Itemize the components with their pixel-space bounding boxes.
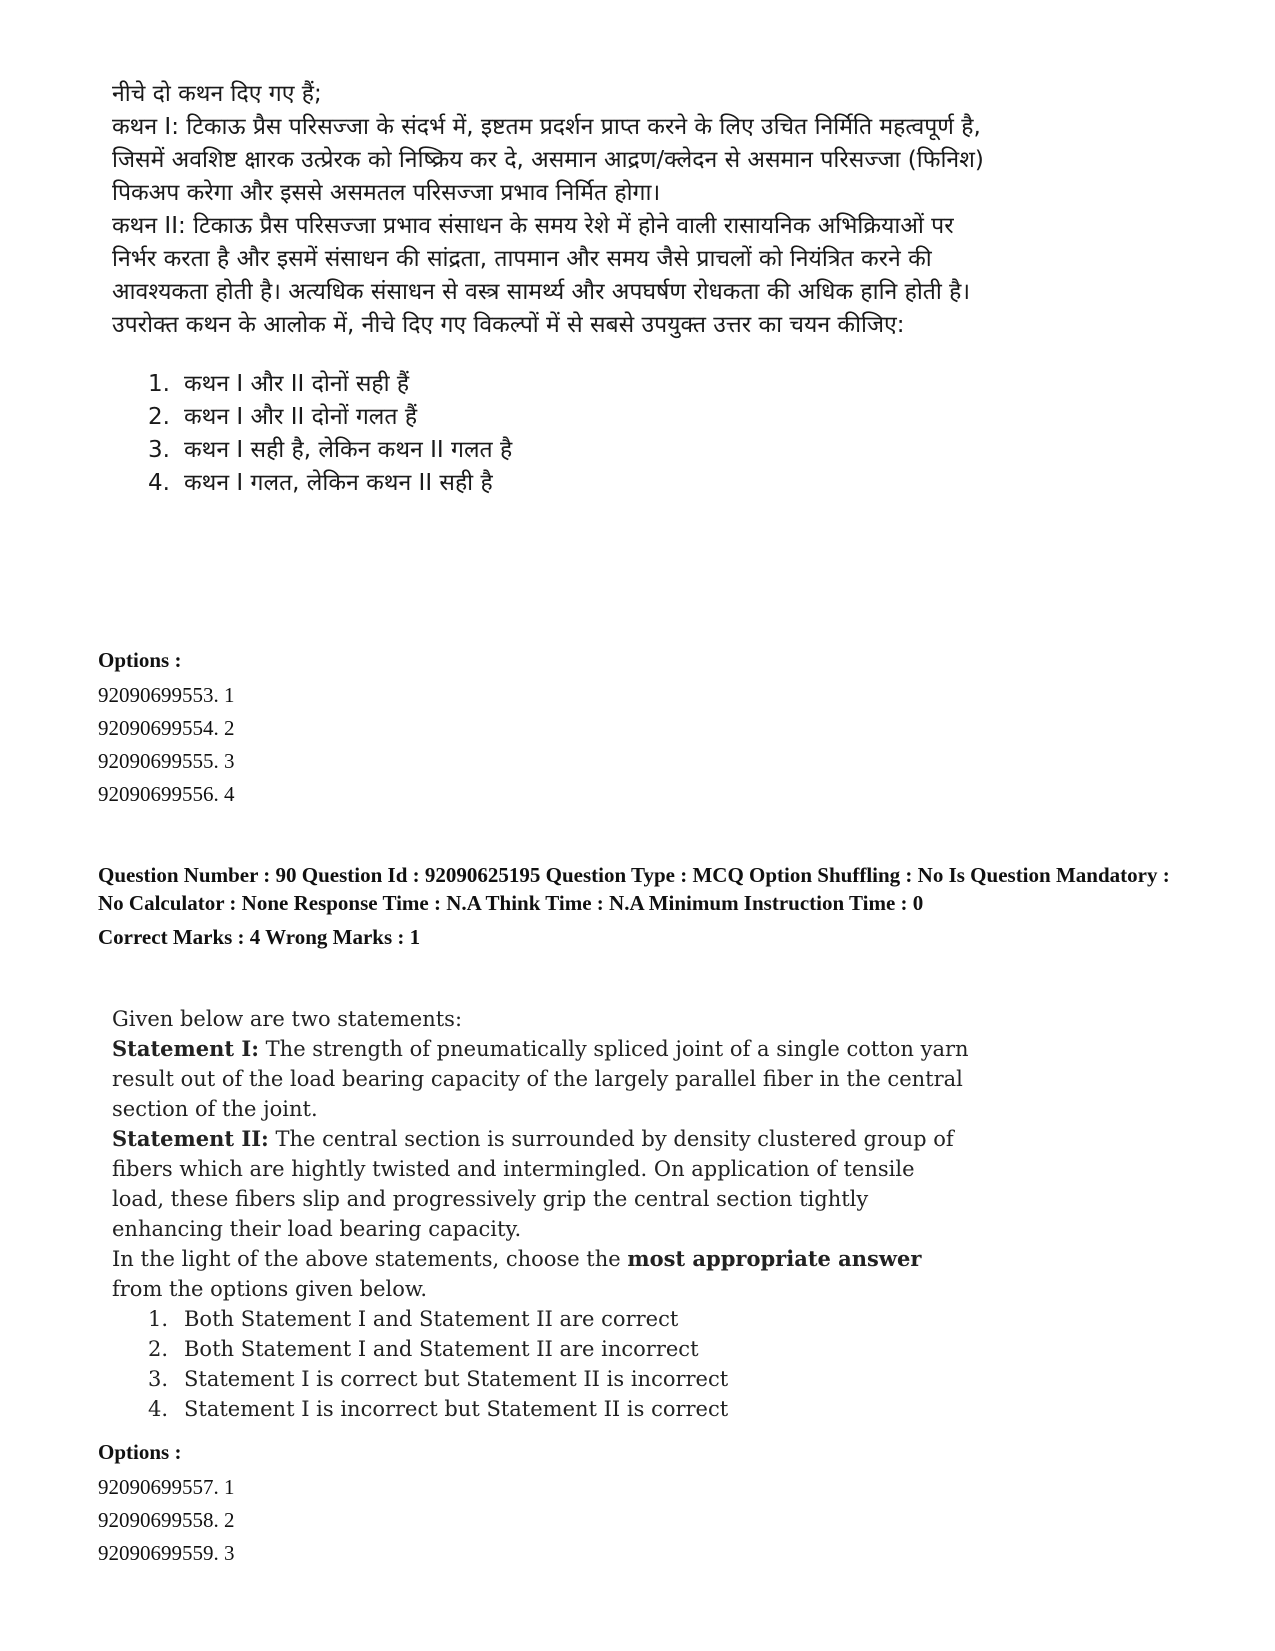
statement-2-label: Statement II: [112, 1126, 269, 1151]
option-item: 92090699555. 3 [98, 749, 235, 773]
options-title: Options : [98, 1440, 182, 1464]
statement-2-text: The central section is surrounded by density clustered group of fibers which are hightly twisted and intermingled. On application of tensile load, these fibers slip and progressively grip the central section tightly enhancing their load bearing capacity. [112, 1127, 954, 1241]
hindi-choice: 1. कथन I और II दोनों सही हैं [148, 371, 410, 397]
english-intro: Given below are two statements: [112, 1007, 463, 1031]
statement-1-text: The strength of pneumatically spliced joint of a single cotton yarn result out of the load bearing capacity of the largely parallel fiber in the central section of the joint. [112, 1037, 969, 1121]
english-statement-2 [112, 1124, 972, 1244]
hindi-choice-list [148, 368, 992, 500]
statement-1-label: Statement I: [112, 1036, 259, 1061]
english-statement-1 [112, 1034, 972, 1124]
hindi-question [112, 78, 992, 500]
option-item: 92090699557. 1 [98, 1475, 235, 1499]
options-section-1 [98, 648, 998, 811]
hindi-statement-2: कथन II: टिकाऊ प्रैस परिसज्जा प्रभाव संसाधन के समय रेशे में होने वाली रासायनिक अभिक्रियाओं पर निर्भर करता है और इसमें संसाधन की सांद्रता, तापमान और समय जैसे प्राचलों को नियंत्रित करने की आवश्यकता होती है। अत्यधिक संसाधन से वस्त्र सामर्थ्य और अपघर्षण रोधकता की अधिक हानि होती है। [112, 213, 971, 305]
options-section-2 [98, 1440, 998, 1570]
option-item: 92090699556. 4 [98, 782, 235, 806]
question-marks: Correct Marks : 4 Wrong Marks : 1 [98, 925, 421, 949]
english-choice: 1. Both Statement I and Statement II are correct [148, 1307, 679, 1331]
english-question [112, 1004, 972, 1424]
hindi-statement-1: कथन I: टिकाऊ प्रैस परिसज्जा के संदर्भ में, इष्टतम प्रदर्शन प्राप्त करने के लिए उचित निर्मिति महत्वपूर्ण है, जिसमें अवशिष्ट क्षारक उत्प्रेरक को निष्क्रिय कर दे, असमान आद्रण/क्लेदन से असमान परिसज्जा (फिनिश) पिकअप करेगा और इससे असमतल परिसज्जा प्रभाव निर्मित होगा। [112, 114, 984, 206]
hindi-choice: 3. कथन I सही है, लेकिन कथन II गलत है [148, 437, 513, 463]
option-item: 92090699553. 1 [98, 683, 235, 707]
hindi-choice: 2. कथन I और II दोनों गलत हैं [148, 404, 418, 430]
english-instruction: In the light of the above statements, choose the most appropriate answer from the options given below. [112, 1246, 922, 1301]
option-item: 92090699558. 2 [98, 1508, 235, 1532]
english-choice-list [148, 1304, 972, 1424]
options-title: Options : [98, 648, 182, 672]
english-choice: 2. Both Statement I and Statement II are incorrect [148, 1337, 699, 1361]
option-item: 92090699554. 2 [98, 716, 235, 740]
hindi-intro: नीचे दो कथन दिए गए हैं; [112, 81, 322, 107]
option-item: 92090699559. 3 [98, 1541, 235, 1565]
hindi-instruction: उपरोक्त कथन के आलोक में, नीचे दिए गए विकल्पों में से सबसे उपयुक्त उत्तर का चयन कीजिए: [112, 312, 905, 338]
question-meta-line: Question Number : 90 Question Id : 92090625195 Question Type : MCQ Option Shuffling : No Is Question Mandatory : No Calculator : None Response Time : N.A Think Time : N.A Minimum Instruction Time : 0 [98, 863, 1170, 915]
english-choice: 4. Statement I is incorrect but Statement II is correct [148, 1397, 729, 1421]
hindi-choice: 4. कथन I गलत, लेकिन कथन II सही है [148, 470, 493, 496]
english-choice: 3. Statement I is correct but Statement II is incorrect [148, 1367, 729, 1391]
question-meta [98, 861, 1198, 951]
